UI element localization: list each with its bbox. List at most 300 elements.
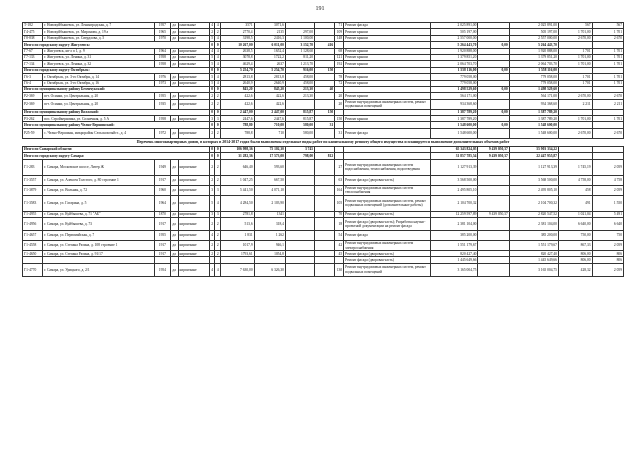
subtotal-label: Итого по городскому округу Жигулевск: (23, 42, 210, 48)
residents: 105 (335, 195, 344, 211)
blank (315, 231, 335, 241)
unit-limit: 2 670 (592, 128, 623, 138)
heritage-flag: да (170, 99, 178, 109)
unit-limit: 2 211 (592, 99, 623, 109)
subtotal-flag: 0 (211, 87, 214, 92)
entrances: 2 (215, 159, 221, 175)
subtotal-flag: 0 (211, 42, 214, 47)
build-year: 1958 (155, 116, 171, 122)
build-year: 1917 (155, 218, 171, 231)
house-code: Г7-134 (23, 61, 43, 67)
heritage-flag: да (170, 93, 178, 99)
wall-material: кирпичные (178, 241, 209, 251)
residents: 150 (335, 116, 344, 122)
floors: 3 (211, 116, 214, 121)
area-living: 2447,6 (254, 116, 285, 122)
heritage-flag: да (170, 185, 178, 195)
house-code: Г1-4650 (23, 251, 43, 257)
subtotal-flag: 0 (211, 122, 214, 127)
work-type: Ремонт фасада (344, 231, 431, 241)
cost-total: 934 368,60 (431, 99, 478, 109)
cost-additional: 1 548 600,00 (509, 128, 558, 138)
residents: 20 (335, 93, 344, 99)
area-work: 3 745 (285, 146, 314, 152)
wall-material: кирпичные (178, 175, 209, 185)
area-total: 422,6 (221, 99, 255, 109)
house-row (23, 195, 624, 211)
subtotal-flag: 0 (216, 110, 219, 115)
house-address: г. Новокуйбышевск, ул. Ленинградская, д. 7 (43, 23, 155, 29)
heritage-flag: да (170, 195, 178, 211)
area-living: 1054,8 (254, 251, 285, 257)
work-type: Ремонт крыши (344, 74, 431, 80)
cost-additional: 820 427,40 (509, 251, 558, 257)
cost-additional: 1 551 179,67 (509, 241, 558, 251)
unit-cost: 867,33 (558, 241, 592, 251)
area-total: 3198,5 (221, 35, 255, 41)
unit-cost: 458 (558, 185, 592, 195)
cost-additional: 2 495 805,10 (509, 185, 558, 195)
cost-total: 2 495 805,10 (431, 185, 478, 195)
floors: 2 (209, 218, 215, 231)
house-address: пос. Стройкерамика, ул. Солнечная, д. 5 А (43, 116, 155, 122)
heritage-flag: да (170, 116, 178, 122)
subtotal-flag: 0 (216, 122, 219, 127)
unit-limit: 2 059 (592, 241, 623, 251)
area-living: 1 262 (254, 231, 285, 241)
cost-total: 2 064 703,70 (431, 61, 478, 67)
entrances: 2 (216, 251, 219, 256)
entrances: 2 (215, 128, 221, 138)
cost-additional: 2 025 891,00 (509, 23, 558, 29)
cost-additional: 2 064 703,70 (509, 61, 558, 67)
house-address: г. Самара, ул. Первомайская, д. 7 (43, 231, 155, 241)
area-living: 422,6 (254, 99, 285, 109)
heritage-flag: да (170, 128, 178, 138)
wall-material: панельные (178, 61, 209, 67)
cost-previous: 0,00 (478, 86, 509, 92)
work-type: Ремонт фасада (дворовая часть) (344, 257, 431, 263)
build-year: 1972 (155, 128, 171, 138)
heritage-flag: да (170, 74, 178, 80)
house-row (23, 128, 624, 138)
wall-material: кирпичные (178, 80, 209, 86)
house-address: г. Самара, ул. Куйбышева, д. 73 (43, 218, 155, 231)
area-total: 2813,8 (221, 74, 255, 80)
unit-limit: 1 701 (592, 48, 623, 54)
house-address: г. Октябрьск, ул. 3-го Октября, д. 16 (43, 80, 155, 86)
unit-limit: 2 059 (592, 185, 623, 195)
residents: 812 (315, 153, 335, 159)
area-living: 2637 (254, 61, 285, 67)
unit-limit: 1 701 (592, 80, 623, 86)
entrances: 2 (215, 218, 221, 231)
house-row (23, 231, 624, 241)
heritage-flag: да (170, 23, 178, 29)
housing-table-upper (22, 22, 624, 139)
housing-table-lower (22, 146, 624, 277)
area-total: 106 998,36 (221, 146, 255, 152)
area-work (285, 159, 314, 175)
wall-material: кирпичные (178, 74, 209, 80)
wall-material: кирпичные (178, 195, 209, 211)
unit-limit: 4 758 (592, 175, 623, 185)
area-work (285, 185, 314, 195)
cost-total: 1 548 600,00 (431, 122, 478, 128)
residents: 71 (335, 23, 344, 29)
house-code: Р2-369 (23, 93, 43, 99)
area-living: 3071,6 (254, 23, 285, 29)
cost-total: 1 498 529,60 (431, 86, 478, 92)
heritage-flag: да (170, 263, 178, 276)
build-year: 1949 (155, 159, 171, 175)
area-work: 213,30 (285, 86, 314, 92)
floors: 4 (209, 231, 215, 241)
house-address: г. Самара, ул. Алексея Толстого, д. 80 строение 1 (43, 175, 155, 185)
area-living: 6 326,30 (254, 263, 285, 276)
area-total: 3571 (221, 23, 255, 29)
cost-additional: 385 200,00 (509, 231, 558, 241)
entrances: 4 (216, 81, 219, 85)
unit-limit: 1 701 (592, 29, 623, 35)
area-work (285, 175, 314, 185)
area-total: 1793,61 (221, 251, 255, 257)
cost-additional: 3 165 004,75 (509, 263, 558, 276)
area-total: 10 267,00 (221, 42, 255, 48)
floors: 4 (211, 49, 214, 54)
house-address: г. Жигулевск, ул. Ленина, д. 31 (43, 54, 155, 60)
residents: 150 (315, 109, 335, 115)
entrances: 4 (216, 49, 219, 54)
cost-total: 564 171,00 (431, 93, 478, 99)
house-address: г. Самара, ул. Урицкого, д. 2/1 (43, 263, 155, 276)
area-living: 2813,8 (254, 74, 285, 80)
residents: 70 (335, 211, 344, 217)
cost-total: 779 058,00 (431, 80, 478, 86)
residents: 31 (335, 128, 344, 138)
area-total: 3078,8 (221, 54, 255, 60)
cost-additional: 505 197,00 (509, 29, 558, 35)
work-type: Ремонт внутридомовых инженерных систем теплоснабжения (344, 185, 431, 195)
area-work: 297,00 (285, 29, 314, 35)
house-code: Г1-4770 (23, 263, 43, 276)
cost-additional: 1 548 600,00 (509, 122, 558, 128)
subtotal-flag: 0 (216, 68, 219, 73)
cost-additional: 1 445 649,66 (509, 257, 558, 263)
floors: 5 (211, 74, 214, 79)
unit-limit: 1 550 (592, 195, 623, 211)
cost-previous (478, 263, 509, 276)
cost-previous: 9 439 050,37 (478, 211, 509, 217)
area-living: 667,50 (254, 175, 285, 185)
wall-material: панельные (178, 54, 209, 60)
residents: 54 (335, 231, 344, 241)
area-living: 593,60 (254, 159, 285, 175)
entrances: 2 (216, 93, 219, 98)
area-work: 1 128,60 (285, 48, 314, 54)
work-type: Ремонт внутридомовых инженерных систем водоснабжения, теплоснабжения, водоотведения (344, 159, 431, 175)
area-work: 811,20 (285, 54, 314, 60)
house-code: Р25-59 (23, 128, 43, 138)
area-total: 2638,5 (221, 48, 255, 54)
cost-additional: 2 557 000,00 (509, 35, 558, 41)
build-year: 1957 (155, 23, 171, 29)
build-year: 1870 (155, 211, 171, 217)
area-work: 213,30 (285, 93, 314, 99)
entrances: 2 (216, 29, 219, 34)
house-address: пгт. Осинки, ул. Центральная, д. 20 (43, 93, 155, 99)
cost-additional: 5 264 443,70 (509, 42, 558, 48)
cost-previous (478, 218, 509, 231)
house-code: Г1-4956 (23, 218, 43, 231)
residents: 150 (315, 67, 335, 73)
cost-additional: 1 558 116,00 (509, 67, 558, 73)
house-code: Г1-3557 (23, 175, 43, 185)
area-total: 1017,9 (221, 241, 255, 251)
floors: 5 (211, 61, 214, 66)
floors: 2 (211, 29, 214, 34)
work-type: Ремонт фасада (344, 128, 431, 138)
unit-cost: 1 021,04 (558, 211, 592, 217)
work-type: Ремонт крыши (344, 48, 431, 54)
unit-cost: 2 670,00 (558, 128, 592, 138)
floors: 2 (209, 99, 215, 109)
house-row (23, 99, 624, 109)
subtotal-flag: 0 (211, 153, 214, 158)
area-work: 1 100,00 (285, 35, 314, 41)
wall-material: кирпичные (178, 99, 209, 109)
area-work: 580,00 (285, 128, 314, 138)
floors: 5 (209, 195, 215, 211)
unit-cost: 806,00 (558, 257, 592, 263)
house-address: г. Самара, ул. Гагарина, д. 5 (43, 195, 155, 211)
unit-limit: 1 701 (592, 54, 623, 60)
build-year: 1935 (155, 99, 171, 109)
wall-material: кирпичные (178, 185, 209, 195)
cost-total: 1 387 789,20 (431, 109, 478, 115)
area-work (285, 218, 314, 231)
area-total: 4 284,50 (221, 195, 255, 211)
area-total: 2640,9 (221, 80, 255, 86)
subtotal-flag: 0 (211, 147, 214, 152)
work-type: Ремонт крыши (344, 35, 431, 41)
house-address: г. Самара, ул. Куйбышева, д. 71 "АБ" (43, 211, 155, 217)
residents: 72 (335, 80, 344, 86)
section-caption: Перечень многоквартирных домов, в которых в 2014-2017 годах были выполнены отдельные виды работ по капитальному ремонту общего имущества и планируется выполнение дополнительных объемов работ (136, 139, 510, 144)
cost-additional: 2 381 104,00 (509, 218, 558, 231)
blank (315, 185, 335, 195)
unit-cost: 1 701 (558, 80, 592, 86)
wall-material: кирпичные (178, 93, 209, 99)
entrances: 2 (215, 99, 221, 109)
subtotal-label: Итого по муниципальному району Челно-Вершинский: (23, 122, 210, 128)
unit-limit: 5 491 (592, 211, 623, 217)
entrances: 4 (215, 263, 221, 276)
house-row (23, 159, 624, 175)
heritage-flag: да (170, 48, 178, 54)
entrances: 4 (216, 61, 219, 66)
cost-additional: 1 498 529,60 (509, 86, 558, 92)
cost-previous: 0,00 (478, 122, 509, 128)
area-living: 5 254,70 (254, 67, 285, 73)
cost-previous: 0,00 (478, 67, 509, 73)
unit-limit: 2 670 (592, 93, 623, 99)
area-living: 17 573,00 (254, 153, 285, 159)
floors: 5 (211, 81, 214, 85)
area-work: 916,00 (285, 67, 314, 73)
unit-cost: 4 758,00 (558, 175, 592, 185)
area-living: 710,00 (254, 122, 285, 128)
cost-total: 3 568 500,00 (431, 175, 478, 185)
unit-limit: 1 701 (592, 74, 623, 80)
cost-previous: 9 439 050,37 (478, 146, 509, 152)
work-type: Ремонт фасада (дворовая часть); Разработка научно-проектной документации на ремонт фасада (344, 218, 431, 231)
cost-additional: 2 820 547,52 (509, 211, 558, 217)
heritage-flag: да (170, 175, 178, 185)
house-address: г. Самара, ул. Степана Разина, д. 108 строение 1 (43, 241, 155, 251)
wall-material: кирпичные (178, 116, 209, 122)
house-address: г. Самара, ул. Степана Разина, д. 91/17 (43, 251, 155, 257)
cost-previous (478, 99, 509, 109)
area-living: 2640,9 (254, 80, 285, 86)
blank (315, 195, 335, 211)
area-work: 798,00 (285, 153, 314, 159)
entrances: 2 (215, 241, 221, 251)
house-code: Г1-283 (23, 159, 43, 175)
work-type: Ремонт внутридомовых инженерных систем, ремонт подвальных помещений (дополнительные работы) (344, 195, 431, 211)
area-total: 7 630,00 (221, 263, 255, 276)
house-code: Г1-4955 (23, 211, 43, 217)
wall-material: панельные (178, 23, 209, 29)
cost-additional: 1 127 913,39 (509, 159, 558, 175)
cost-additional: 3 568 500,00 (509, 175, 558, 185)
house-row (23, 263, 624, 276)
heritage-flag: да (170, 159, 178, 175)
area-total: 788,80 (221, 122, 255, 128)
area-total: 845,20 (221, 86, 255, 92)
unit-cost: 1 701 (558, 48, 592, 54)
house-code: Р2-369 (23, 99, 43, 109)
residents: 148 (335, 35, 344, 41)
area-total: 788,8 (221, 128, 255, 138)
area-living: 946,1 (254, 241, 285, 251)
house-address: г. Новокуйбышевск, ул. Свердлова, д. 5 (43, 35, 155, 41)
subtotal-label: Итого по городскому округу Самара: (23, 153, 210, 159)
residents: 164 (335, 185, 344, 195)
heritage-flag: да (170, 231, 178, 241)
floors: 3 (211, 212, 214, 217)
cost-total: 505 197,00 (431, 29, 478, 35)
build-year: 1958 (155, 61, 171, 67)
unit-limit: 1 701 (592, 61, 623, 67)
build-year: 1964 (155, 195, 171, 211)
unit-cost: 1 701 (558, 74, 592, 80)
build-year: 1970 (155, 35, 171, 41)
area-work: 1 213,70 (285, 61, 314, 67)
work-type: Ремонт крыши (344, 29, 431, 35)
build-year: 1955 (155, 93, 171, 99)
unit-limit: 750 (592, 231, 623, 241)
floors: 4 (211, 23, 214, 28)
unit-limit: 2 670 (592, 35, 623, 41)
area-total: 31 282,36 (221, 153, 255, 159)
cost-total: 385 200,00 (431, 231, 478, 241)
unit-limit: 567 (592, 23, 623, 29)
house-row (23, 175, 624, 185)
area-total: 5 254,70 (221, 67, 255, 73)
work-type: Ремонт внутридомовых инженерных систем, ремонт подвальных помещений (344, 99, 431, 109)
cost-additional: 2 104 700,32 (509, 195, 558, 211)
unit-cost: 2 211 (558, 99, 592, 109)
blank (315, 263, 335, 276)
unit-cost: 1 745,19 (558, 159, 592, 175)
cost-additional: 1 387 789,20 (509, 116, 558, 122)
area-living: 318,4 (254, 218, 285, 231)
area-living: 1722,2 (254, 54, 285, 60)
cost-additional: 1 379 851,20 (509, 54, 558, 60)
cost-previous (478, 231, 509, 241)
unit-cost: 2 670,00 (558, 93, 592, 99)
area-work (285, 263, 314, 276)
cost-additional: 779 058,00 (509, 80, 558, 86)
area-work: 580,00 (285, 122, 314, 128)
unit-cost: 6 640,00 (558, 218, 592, 231)
floors: 5 (211, 36, 214, 41)
house-code: Г1-3583 (23, 195, 43, 211)
work-type: Ремонт фасада (дворовая часть) (344, 211, 431, 217)
area-total: 2781,8 (221, 211, 255, 217)
floors: 2 (209, 128, 215, 138)
house-address: г. Жигулевск, ул. Ленина, д. 32 (43, 61, 155, 67)
residents: 42 (335, 241, 344, 251)
cost-total: 1 551 179,67 (431, 241, 478, 251)
wall-material: кирпичные (178, 231, 209, 241)
entrances: 4 (216, 36, 219, 41)
area-living: 845,20 (254, 86, 285, 92)
floors: 5 (211, 55, 214, 60)
build-year: 1955 (155, 231, 171, 241)
build-year: 1965 (155, 29, 171, 35)
work-type: Ремонт внутридомовых инженерных систем, ремонт подвальных помещений (344, 263, 431, 276)
cost-previous (478, 175, 509, 185)
house-code: Г1-4558 (23, 241, 43, 251)
build-year: 1976 (155, 74, 171, 80)
build-year: 1960 (155, 185, 171, 195)
cost-total: 1 445 649,66 (431, 257, 478, 263)
area-living: 710 (254, 128, 285, 138)
heritage-flag: да (170, 251, 178, 257)
subtotal-flag: 0 (216, 153, 219, 158)
house-code: Г1-3879 (23, 185, 43, 195)
unit-cost: 1 701,00 (558, 29, 592, 35)
blank (315, 241, 335, 251)
house-code: Г6-4 (23, 80, 43, 86)
residents: 130 (335, 263, 344, 276)
wall-material: панельные (178, 35, 209, 41)
house-address: пгт. Осинки, ул. Центральная, д. 20 (43, 99, 155, 109)
wall-material: кирпичные (178, 251, 209, 257)
floors: 2 (211, 251, 214, 256)
unit-cost: 806,00 (558, 251, 592, 257)
area-total: 1 831 (221, 231, 255, 241)
subtotal-flag: 0 (216, 147, 219, 152)
unit-cost: 567 (558, 23, 592, 29)
cost-total: 2 557 000,00 (431, 35, 478, 41)
cost-total: 12 259 597,89 (431, 211, 478, 217)
blank (315, 99, 335, 109)
house-code: Г1-4657 (23, 231, 43, 241)
subtotal-label: Итого по Самарской области: (23, 146, 210, 152)
